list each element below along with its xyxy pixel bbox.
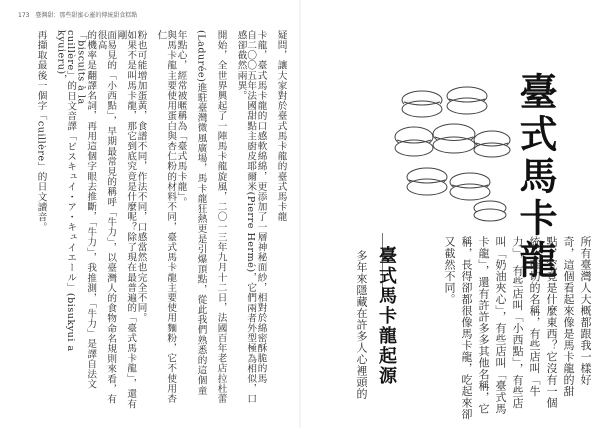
right-text-column: 卡龍」，還有許許多多其他名稱，它 (477, 236, 490, 415)
left-text-column: 面易見的「小西點」，早期最常見的稱呼「牛力」，以臺灣人的食物命名規則來看，有很高 (95, 30, 117, 405)
left-text-column: 如果不是叫馬卡龍，那它到底究竟是什麼呢？除了現在最普遍的「臺式馬卡龍」，還有剛 (115, 30, 137, 409)
left-text-column: 年點心，經常被暱稱為「臺式馬卡龍」。 (175, 30, 187, 207)
right-text-column: 又截然不同。 (443, 236, 456, 305)
left-text-column: 開始，全世界興起了一陣馬卡龍旋風，二〇一三年九月十二日，法國百年老店拉杜蕾 (215, 30, 227, 404)
right-text-column: 叫「奶油夾心」，有些店叫「臺式馬 (494, 236, 507, 415)
macaron-drawing-7 (450, 173, 490, 200)
left-text-column: 粉也可能增加蛋黃，食譜不同，作法不同，口感當然也完全不同。 (135, 30, 147, 323)
macaron-drawing-1 (402, 91, 442, 117)
running-title: 臺灣甜：那些甜蜜心靈的傳統甜食糕點 (35, 12, 138, 19)
page-number: 173 (18, 12, 30, 19)
left-text-column: cuillère」的日文音譯「ビスキュイ・ア・キュイエール」(bisukyui a kyuieru)， (55, 30, 77, 352)
left-text-column: 自二〇〇五年法國甜點主廚皮耶爾米(Pierre Hermé)，它們兩者外型極為相似，口感卻截然兩異。 (235, 30, 257, 404)
left-text-column: 與馬卡龍主要使用蛋白與杏仁粉的材料不同，臺式馬卡龍主要使用麵粉，它不使用杏仁 (155, 30, 177, 404)
macaron-drawing-4 (433, 124, 475, 153)
right-text-column: 統一確切的名稱，有些店叫「牛 (528, 236, 541, 397)
left-text-column: 卡龍，臺式馬卡龍的口感軟綿綿，更添加了一層神秘面紗，相對於綿密酥脆的馬 (255, 30, 267, 384)
left-text-column: 疑問，讓大家對於臺式馬卡龍的臺式馬卡龍 (275, 30, 287, 222)
macarons-illustration (392, 82, 512, 222)
right-text-column: 多年來隱藏在許多人心裡頭的 (355, 250, 368, 400)
macaron-drawing-2 (447, 87, 487, 114)
left-text-column: (Ladurée)進駐臺灣微風廣場，馬卡龍狂熱更是引爆頂點，從此我們熟悉的這個童 (195, 30, 207, 396)
macaron-drawing-5 (474, 131, 510, 157)
left-text-column: 的機率是翻譯名詞，再用這個字眼去推斷，「牛力」，我推測，「牛力」是譯自法文「biscuits à la (75, 30, 97, 390)
right-text-column: 所有臺灣人大概都跟我一樣好 (579, 236, 592, 386)
right-text-column: 力」，有些店叫「小西點」，有些店 (511, 236, 524, 409)
right-text-column: 稱，長得卻都很像馬卡龍，吃起來卻 (460, 236, 473, 420)
chapter-title: 臺式馬卡龍 (513, 72, 558, 282)
left-text-column: 再擷取最後一個字「cuillère」的日文讀音。 (35, 30, 47, 233)
macaron-drawing-6 (407, 168, 447, 195)
macaron-drawing-8 (474, 201, 506, 221)
running-header (18, 10, 137, 19)
right-text-column: 點，究竟是什麼東西？它沒有一個 (545, 236, 558, 409)
right-text-column: 奇，這個看起來像是馬卡龍的甜 (562, 236, 575, 397)
section-subtitle: 臺式馬卡龍起源 (376, 246, 397, 386)
macaron-drawing-3 (395, 127, 433, 156)
